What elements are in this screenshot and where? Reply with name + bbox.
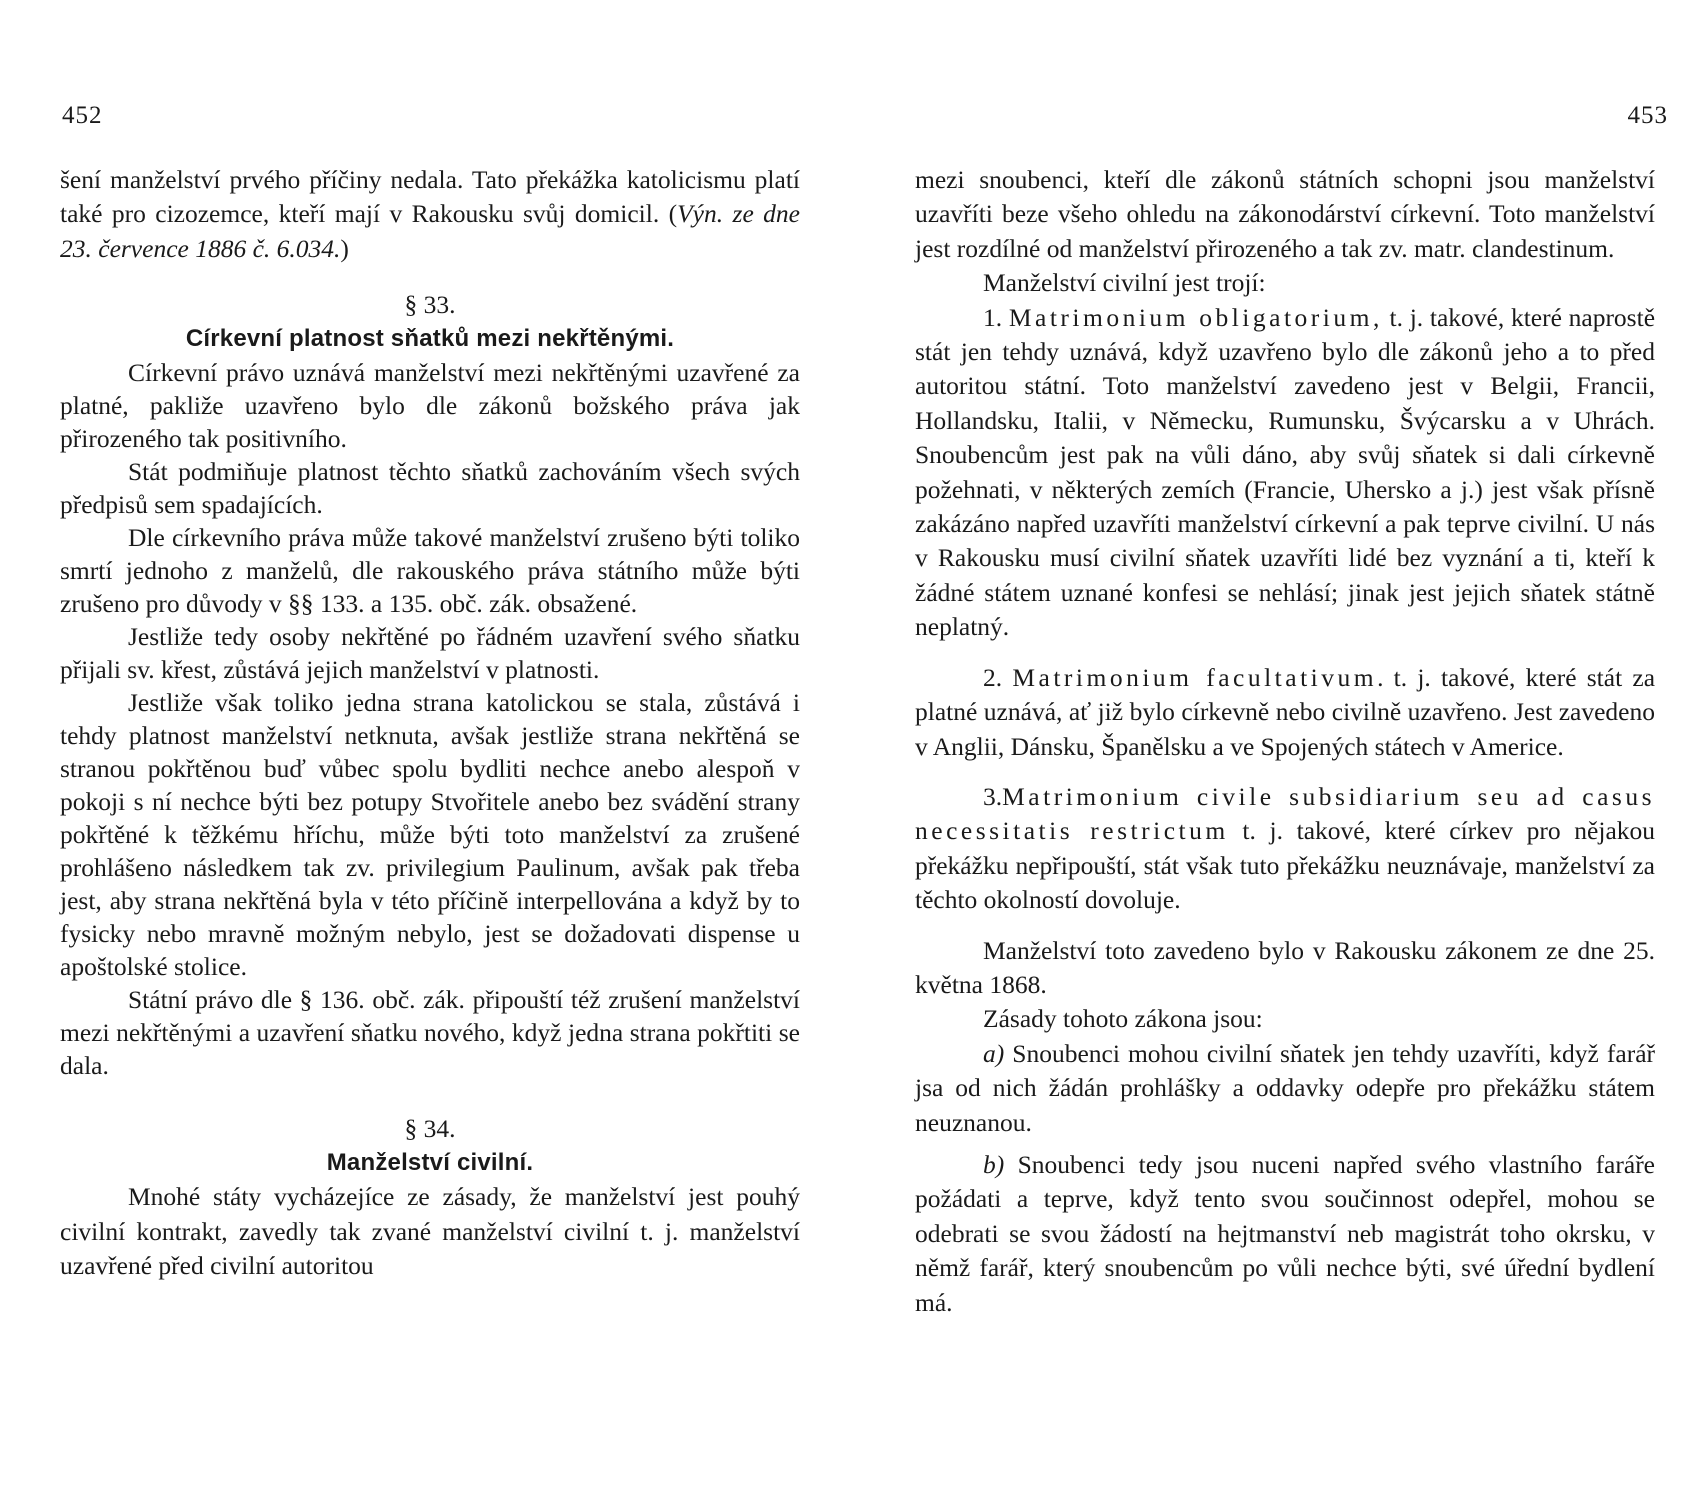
citation-bracket: ) xyxy=(340,233,349,263)
list-number: 1. xyxy=(983,302,1003,332)
spacer xyxy=(915,1140,1655,1148)
paragraph: Manželství civilní jest trojí: xyxy=(983,268,1266,298)
spacer xyxy=(915,918,1655,934)
list-label: b) xyxy=(983,1149,1005,1179)
right-text-column xyxy=(915,163,1655,1320)
latin-term: Matrimonium civile subsidiarium seu ad casus necessitatis restrictum xyxy=(915,781,1655,846)
page-number: 453 xyxy=(1627,102,1668,129)
list-item xyxy=(915,1148,1655,1320)
citation-bracket: ( xyxy=(668,199,678,229)
section-heading: Manželství civilní. xyxy=(326,1149,534,1177)
paragraph: mezi snoubenci, kteří dle zákonů státních schopni jsou manželství uzavříti beze všeho ohledu na zákonodárství církevní. Toto manželství jest rozdílné od manželství přirozeného a tak zv. matr. clandestinum. xyxy=(915,165,1655,263)
list-item-text: . t. j. takové, které stát za platné uznává, ať již bylo církevně nebo civilně uzavřeno. Jest zavedeno v Anglii, Dánsku, Španělsku a ve Spojených státech v Americe. xyxy=(915,662,1656,761)
paragraph: Jestliže tedy osoby nekřtěné po řádném uzavření svého sňatku přijali sv. křest, zůstává jejich manželství v platnosti. xyxy=(60,622,800,685)
paragraph: Dle církevního práva může takové manželství zrušeno býti toliko smrtí jednoho z manželů, dle rakouského práva státního může býti zrušeno pro důvody v §§ 133. a 135. obč. zák. obsažené. xyxy=(60,523,800,619)
spacer xyxy=(915,645,1655,661)
paragraph: Jestliže však toliko jedna strana katolickou se stala, zůstává i tehdy platnost manželství netknuta, avšak jestliže strana nekřtěná se stranou pokřtěnou buď vůbec spolu bydliti nechce anebo alespoň v pokoji s ní nechce býti bez potupy Stvořitele anebo bez svádění strany pokřtěné k těžkému hříchu, může býti toto manželství za zrušené prohlášeno následkem tak zv. privilegium Paulinum, avšak pak třeba jest, aby strana nekřtěná byla v této příčině interpellována a když by to fysicky nebo mravně možným nebylo, jest se dožadovati dispense u apoštolské stolice. xyxy=(60,688,800,982)
list-item-text: t. j. takové, které naprostě stát jen tehdy uznává, když uzavřeno bylo dle zákonů jeho a to před autoritou státní. Toto manželství zavedeno jest v Belgii, Francii, Hollandsku, Italii, v Německu, Rumunsku, Švýcarsku a v Uhrách. Snoubencům jest pak na vůli dáno, aby svůj sňatek si dali církevně požehnati, v některých zemích (Francie, Uhersko a j.) jest však přísně zakázáno napřed uzavříti manželství církevní a pak teprve civilní. U nás v Rakousku musí civilní sňatek uzavříti lidé bez vyznání a ti, kteří k žádné státem uznané konfesi se nehlásí; jinak jest jejich sňatek státně neplatný. xyxy=(915,302,1656,642)
spacer xyxy=(915,764,1655,780)
paragraph: Státní právo dle § 136. obč. zák. připouští též zrušení manželství mezi nekřtěnými a uzavření sňatku nového, když jedna strana pokřtiti se dala. xyxy=(60,985,800,1081)
list-item xyxy=(915,780,1655,918)
paragraph-text: šení manželství prvého příčiny nedala. Tato překážka katolicismu platí také pro cizozemce, kteří mají v Rakousku svůj domicil. xyxy=(60,165,800,229)
list-item-text: Snoubenci mohou civilní sňatek jen tehdy uzavříti, když farář jsa od nich žádán prohlášky a oddavky odepře pro překážku státem neuznanou. xyxy=(915,1038,1656,1137)
paragraph: Zásady tohoto zákona jsou: xyxy=(983,1004,1263,1034)
list-item xyxy=(915,1037,1655,1140)
paragraph xyxy=(60,163,800,266)
page-number: 452 xyxy=(62,102,103,129)
citation: Výn. ze dne 23. července 1886 č. 6.034. xyxy=(60,199,800,263)
list-label: a) xyxy=(983,1038,1005,1068)
list-item-text: Snoubenci tedy jsou nuceni napřed svého vlastního faráře požádati a teprve, když tento svou součinnost odepřel, mohou se odebrati se svou žádostí na hejtmanství neb magistrát toho okrsku, v němž farář, který snoubencům po vůli nechce býti, své úřední bydlení má. xyxy=(915,1149,1655,1317)
latin-term: Matrimonium facultativum xyxy=(1012,662,1378,692)
section-number: § 33. xyxy=(404,290,456,320)
paragraph: Manželství toto zavedeno bylo v Rakousku zákonem ze dne 25. května 1868. xyxy=(915,935,1655,999)
list-item xyxy=(915,301,1655,645)
right-page xyxy=(915,0,1668,1500)
left-page xyxy=(60,0,800,1500)
paragraph: Církevní právo uznává manželství mezi nekřtěnými uzavřené za platné, pakliže uzavřeno bylo dle zákonů božského práva jak přirozeného tak positivního. xyxy=(60,358,800,454)
paragraph: Mnohé státy vycházejíce ze zásady, že manželství jest pouhý civilní kontrakt, zavedly tak zvané manželství civilní t. j. manželství uzavřené před civilní autoritou xyxy=(60,1182,800,1281)
left-text-column xyxy=(60,163,800,1283)
section-number: § 34. xyxy=(404,1114,456,1144)
list-item-text: t. j. takové, které církev pro nějakou překážku nepřipouští, stát však tuto překážku neuznávaje, manželství za těchto okolností dovoluje. xyxy=(915,816,1656,915)
paragraph: Stát podmiňuje platnost těchto sňatků zachováním všech svých předpisů sem spadajících. xyxy=(60,457,800,520)
section-heading: Církevní platnost sňatků mezi nekřtěnými. xyxy=(185,325,675,353)
latin-term: Matrimonium obligatorium, xyxy=(1008,302,1383,332)
list-item xyxy=(915,661,1655,764)
list-number: 3. xyxy=(983,781,1003,811)
list-number: 2. xyxy=(983,662,1003,692)
